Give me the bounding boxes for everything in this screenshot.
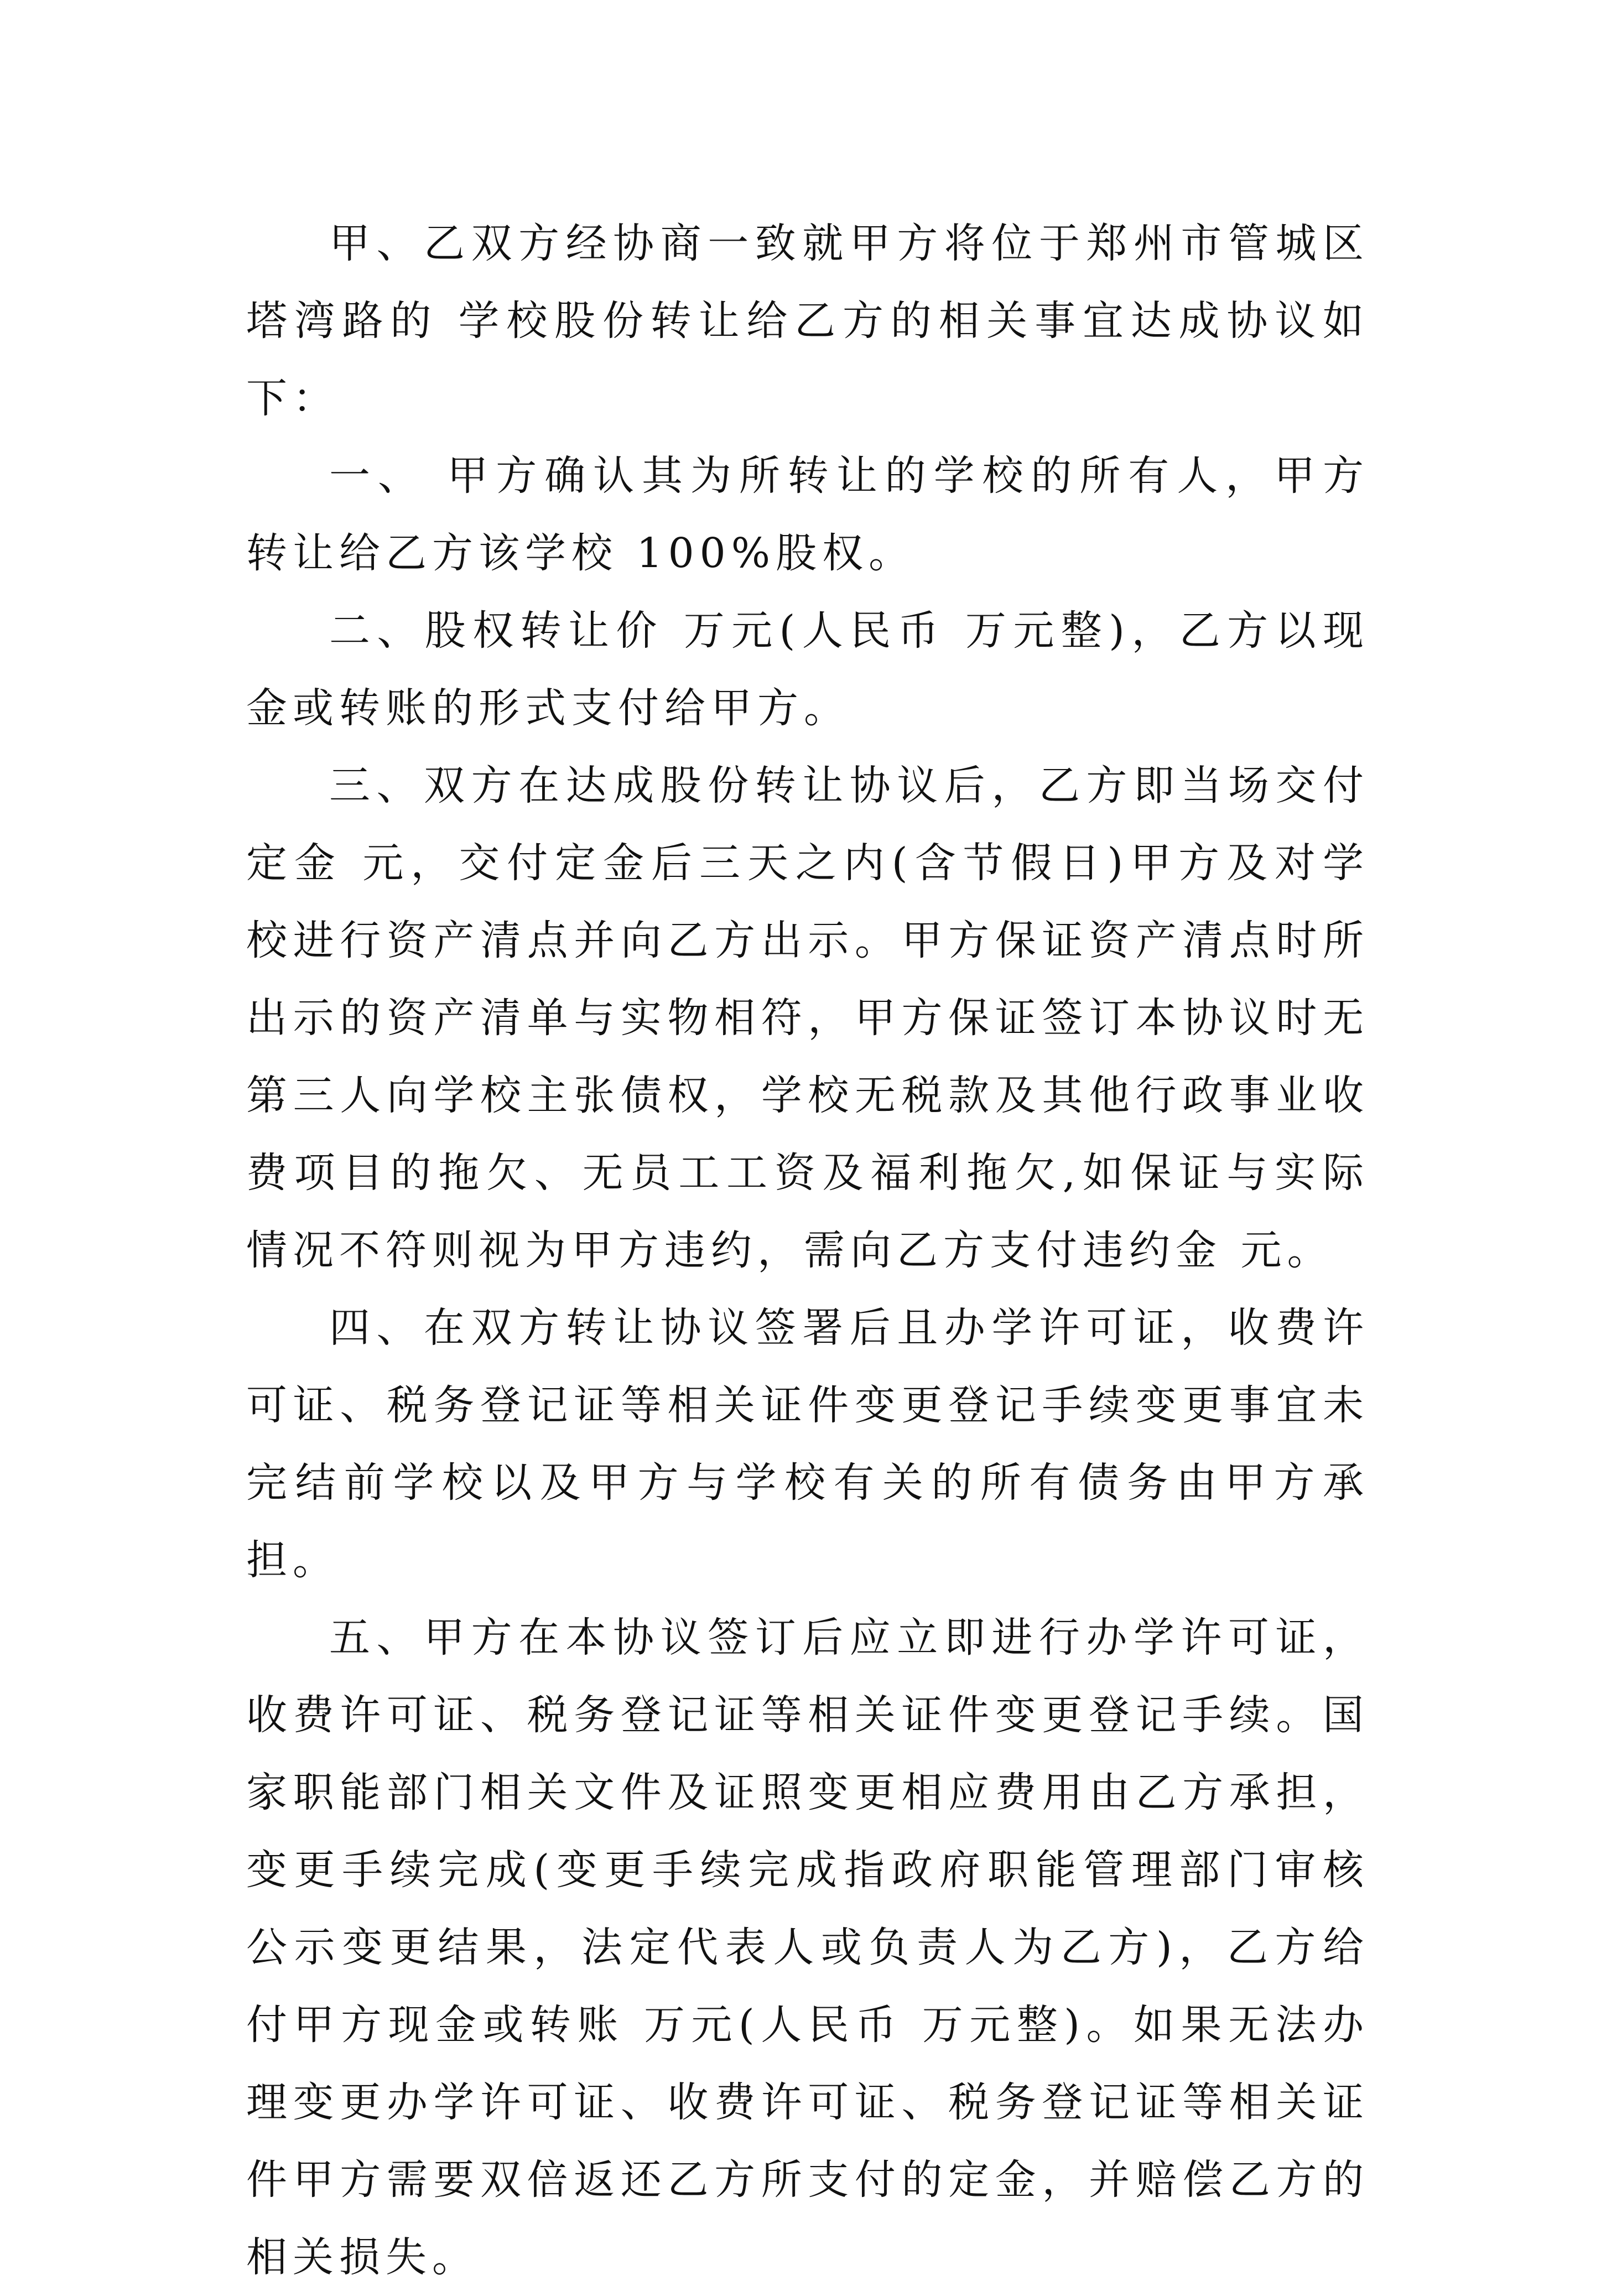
paragraph-clause-4: 四、在双方转让协议签署后且办学许可证，收费许可证、税务登记证等相关证件变更登记手续变更事宜未完结前学校以及甲方与学校有关的所有债务由甲方承担。 [246, 1304, 1369, 1584]
document-body [246, 205, 1369, 2296]
paragraph-clause-3: 三、双方在达成股份转让协议后，乙方即当场交付定金 元，交付定金后三天之内(含节假日)甲方及对学校进行资产清点并向乙方出示。甲方保证资产清点时所出示的资产清单与实物相符，甲方保证签订本协议时无第三人向学校主张债权，学校无税款及其他行政事业收费项目的拖欠、无员工工资及福利拖欠,如保证与实际情况不符则视为甲方违约，需向乙方支付违约金 元。 [246, 762, 1369, 1274]
paragraph-clause-2: 二、股权转让价 万元(人民币 万元整)，乙方以现金或转账的形式支付给甲方。 [246, 607, 1369, 732]
paragraph-intro: 甲、乙双方经协商一致就甲方将位于郑州市管城区塔湾路的 学校股份转让给乙方的相关事宜达成协议如下： [246, 220, 1369, 422]
paragraph-clause-1: 一、 甲方确认其为所转让的学校的所有人，甲方转让给乙方该学校 100%股权。 [246, 452, 1369, 577]
paragraph-clause-5: 五、甲方在本协议签订后应立即进行办学许可证，收费许可证、税务登记证等相关证件变更登记手续。国家职能部门相关文件及证照变更相应费用由乙方承担，变更手续完成(变更手续完成指政府职能管理部门审核公示变更结果，法定代表人或负责人为乙方)，乙方给付甲方现金或转账 万元(人民币 万元整)。如果无法办理变更办学许可证、收费许可证、税务登记证等相关证件甲方需要双倍返还乙方所支付的定金，并赔偿乙方的相关损失。 [246, 1614, 1369, 2281]
